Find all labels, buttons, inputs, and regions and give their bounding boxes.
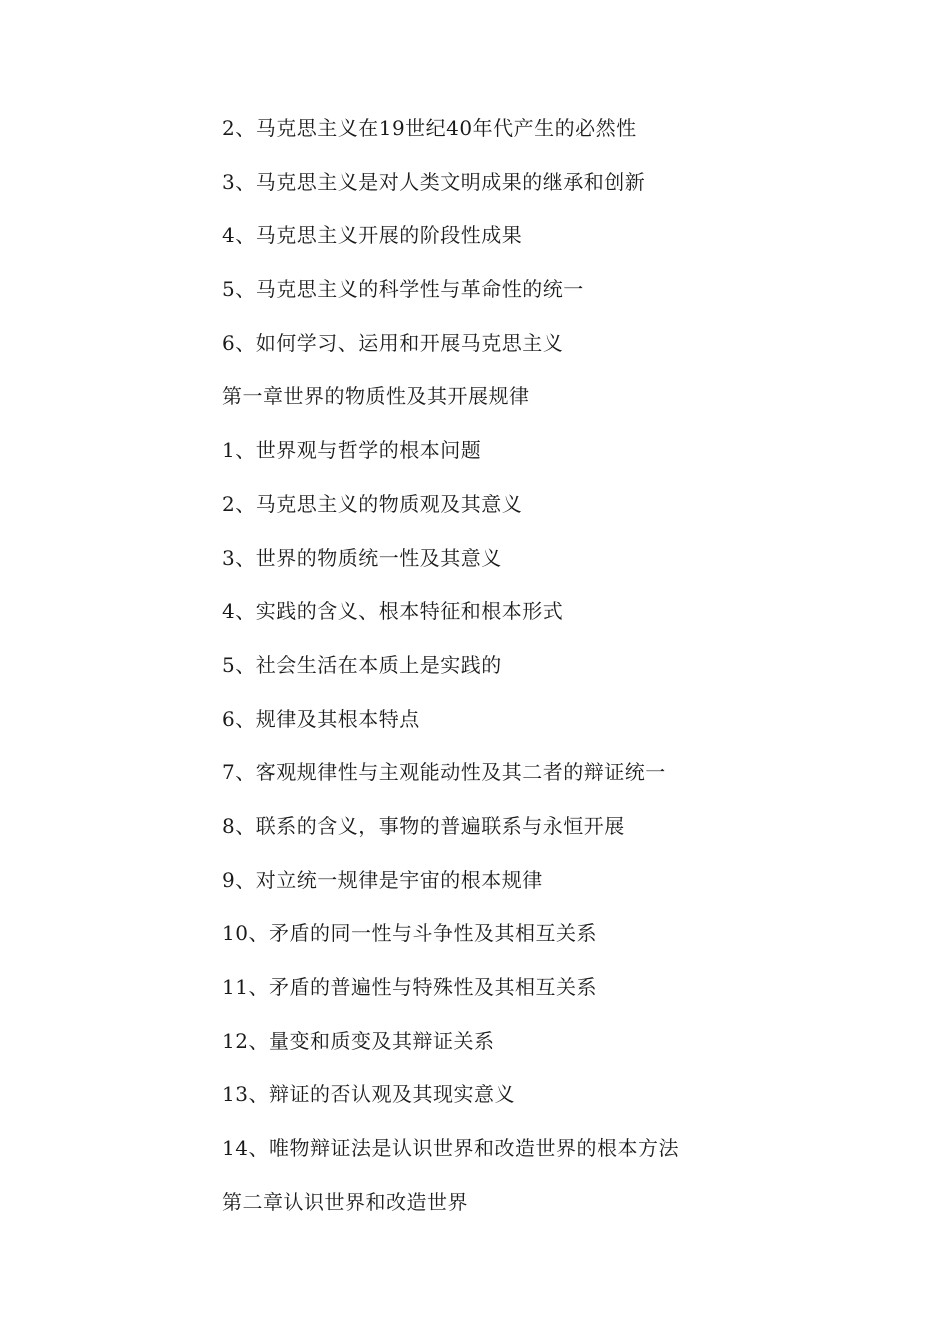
outline-item-2: 3、马克思主义是对人类文明成果的继承和创新 [222,169,646,194]
outline-item-10: 5、社会生活在本质上是实践的 [222,652,502,677]
outline-item-14: 9、对立统一规律是宇宙的根本规律 [222,867,543,892]
outline-item-16: 11、矛盾的普遍性与特殊性及其相互关系 [222,975,597,999]
outline-item-9: 4、实践的含义、根本特征和根本形式 [222,599,564,624]
outline-item-19: 14、唯物辩证法是认识世界和改造世界的根本方法 [222,1136,679,1161]
outline-item-8: 3、世界的物质统一性及其意义 [222,545,502,570]
outline-item-4: 5、马克思主义的科学性与革命性的统一 [222,277,584,302]
outline-item-12: 7、客观规律性与主观能动性及其二者的辩证统一 [222,760,666,785]
chapter-heading-1: 第一章世界的物质性及其开展规律 [222,384,530,409]
outline-item-18: 13、辩证的否认观及其现实意义 [222,1082,515,1107]
outline-item-3: 4、马克思主义开展的阶段性成果 [222,223,523,248]
outline-item-5: 6、如何学习、运用和开展马克思主义 [222,330,564,355]
outline-item-15: 10、矛盾的同一性与斗争性及其相互关系 [222,921,597,946]
outline-item-1: 2、马克思主义在19世纪40年代产生的必然性 [222,116,637,140]
outline-item-6: 1、世界观与哲学的根本问题 [222,438,482,463]
outline-item-17: 12、量变和质变及其辩证关系 [222,1028,495,1053]
outline-list [222,110,912,1237]
outline-item-7: 2、马克思主义的物质观及其意义 [222,491,523,516]
chapter-heading-2: 第二章认识世界和改造世界 [222,1189,468,1214]
outline-item-13: 8、联系的含义，事物的普遍联系与永恒开展 [222,813,625,838]
outline-item-11: 6、规律及其根本特点 [222,706,420,731]
